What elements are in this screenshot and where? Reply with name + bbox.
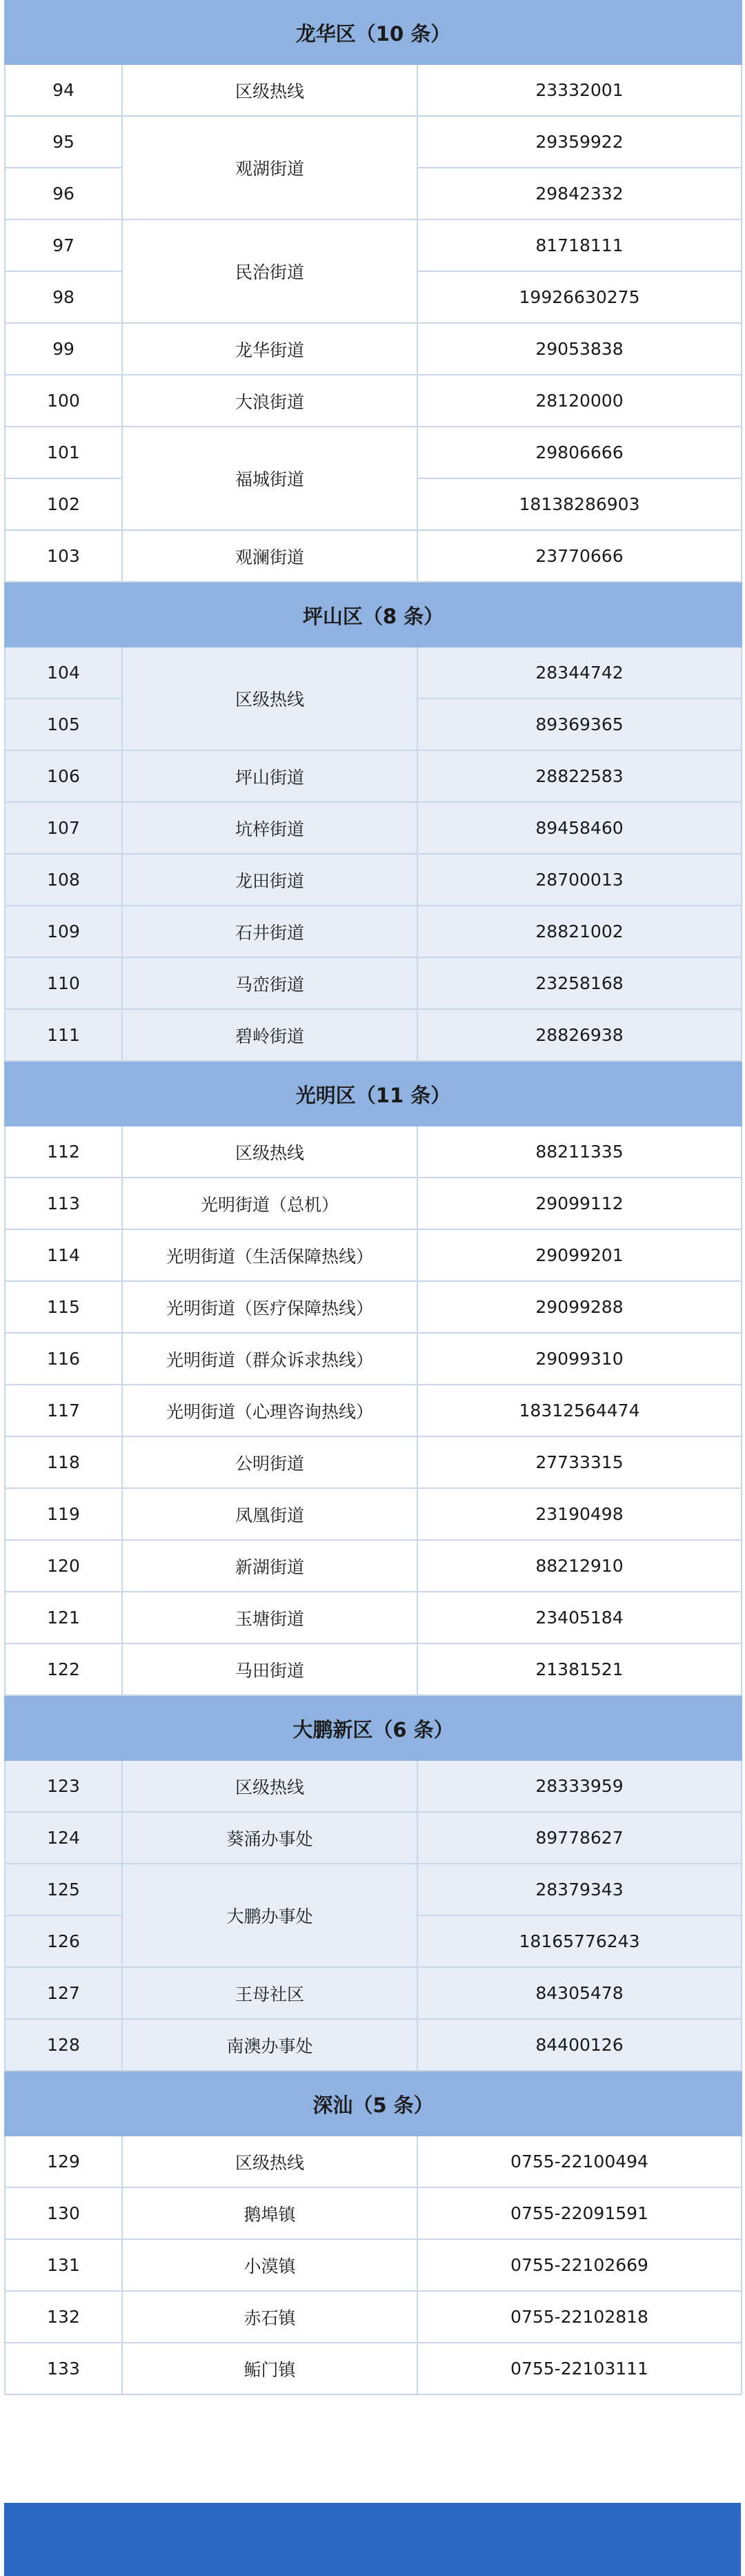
street-name: 龙田街道 (122, 854, 417, 906)
phone-number[interactable]: 29099201 (417, 1229, 742, 1281)
phone-number[interactable]: 29842332 (417, 168, 742, 219)
row-number: 107 (5, 802, 122, 854)
row-number: 112 (5, 1126, 122, 1178)
row-number: 124 (5, 1812, 122, 1864)
phone-number[interactable]: 29806666 (417, 427, 742, 478)
row-number: 127 (5, 1967, 122, 2019)
row-number: 126 (5, 1915, 122, 1967)
row-number: 96 (5, 168, 122, 219)
phone-number[interactable]: 89369365 (417, 699, 742, 750)
row-number: 133 (5, 2343, 122, 2394)
district-table (4, 1062, 742, 1696)
phone-number[interactable]: 0755-22091591 (417, 2187, 742, 2239)
footer-bar (4, 2503, 741, 2576)
phone-number[interactable]: 0755-22102818 (417, 2291, 742, 2343)
table-row (5, 2019, 742, 2071)
row-number: 128 (5, 2019, 122, 2071)
table-row (5, 2343, 742, 2394)
phone-number[interactable]: 28821002 (417, 906, 742, 957)
row-number: 129 (5, 2136, 122, 2187)
section-header-row (5, 1697, 742, 1760)
phone-number[interactable]: 29099112 (417, 1178, 742, 1229)
phone-number[interactable]: 84305478 (417, 1967, 742, 2019)
street-name: 龙华街道 (122, 323, 417, 375)
row-number: 111 (5, 1009, 122, 1061)
table-row (5, 906, 742, 957)
table-row (5, 1812, 742, 1864)
street-name: 观湖街道 (122, 116, 417, 219)
table-row (5, 116, 742, 168)
district-title: 坪山区（8 条） (5, 583, 742, 647)
phone-number[interactable]: 18138286903 (417, 478, 742, 530)
street-name: 区级热线 (122, 2136, 417, 2187)
table-row (5, 1643, 742, 1695)
street-name: 光明街道（医疗保障热线） (122, 1281, 417, 1333)
phone-number[interactable]: 18312564474 (417, 1385, 742, 1436)
row-number: 113 (5, 1178, 122, 1229)
table-row (5, 2136, 742, 2187)
phone-number[interactable]: 27733315 (417, 1436, 742, 1488)
district-table (4, 1696, 742, 2071)
hotline-tables (4, 0, 741, 2395)
phone-number[interactable]: 28379343 (417, 1864, 742, 1915)
phone-number[interactable]: 84400126 (417, 2019, 742, 2071)
phone-number[interactable]: 29099288 (417, 1281, 742, 1333)
street-name: 鹅埠镇 (122, 2187, 417, 2239)
street-name: 小漠镇 (122, 2239, 417, 2291)
phone-number[interactable]: 23258168 (417, 957, 742, 1009)
phone-number[interactable]: 23405184 (417, 1592, 742, 1643)
row-number: 131 (5, 2239, 122, 2291)
phone-number[interactable]: 29099310 (417, 1333, 742, 1385)
street-name: 光明街道（生活保障热线） (122, 1229, 417, 1281)
table-row (5, 957, 742, 1009)
table-row (5, 1229, 742, 1281)
section-header-row (5, 1, 742, 64)
phone-number[interactable]: 23770666 (417, 530, 742, 582)
row-number: 102 (5, 478, 122, 530)
row-number: 120 (5, 1540, 122, 1592)
phone-number[interactable]: 28826938 (417, 1009, 742, 1061)
phone-number[interactable]: 21381521 (417, 1643, 742, 1695)
street-name: 区级热线 (122, 647, 417, 750)
table-row (5, 802, 742, 854)
row-number: 121 (5, 1592, 122, 1643)
phone-number[interactable]: 89458460 (417, 802, 742, 854)
street-name: 石井街道 (122, 906, 417, 957)
street-name: 区级热线 (122, 1126, 417, 1178)
row-number: 114 (5, 1229, 122, 1281)
street-name: 碧岭街道 (122, 1009, 417, 1061)
row-number: 115 (5, 1281, 122, 1333)
table-row (5, 2239, 742, 2291)
street-name: 马田街道 (122, 1643, 417, 1695)
table-row (5, 375, 742, 427)
row-number: 100 (5, 375, 122, 427)
table-row (5, 1760, 742, 1812)
row-number: 97 (5, 219, 122, 271)
phone-number[interactable]: 88212910 (417, 1540, 742, 1592)
street-name: 公明街道 (122, 1436, 417, 1488)
table-row (5, 750, 742, 802)
table-row (5, 2291, 742, 2343)
table-row (5, 64, 742, 116)
phone-number[interactable]: 81718111 (417, 219, 742, 271)
table-row (5, 1178, 742, 1229)
street-name: 王母社区 (122, 1967, 417, 2019)
row-number: 106 (5, 750, 122, 802)
street-name: 新湖街道 (122, 1540, 417, 1592)
street-name: 鲘门镇 (122, 2343, 417, 2394)
street-name: 大浪街道 (122, 375, 417, 427)
row-number: 119 (5, 1488, 122, 1540)
row-number: 98 (5, 271, 122, 323)
phone-number[interactable]: 0755-22100494 (417, 2136, 742, 2187)
phone-number[interactable]: 18165776243 (417, 1915, 742, 1967)
phone-number[interactable]: 0755-22102669 (417, 2239, 742, 2291)
district-table (4, 0, 742, 583)
row-number: 109 (5, 906, 122, 957)
row-number: 101 (5, 427, 122, 478)
row-number: 94 (5, 64, 122, 116)
table-row (5, 1009, 742, 1061)
phone-number[interactable]: 28822583 (417, 750, 742, 802)
table-row (5, 323, 742, 375)
street-name: 坪山街道 (122, 750, 417, 802)
table-row (5, 1592, 742, 1643)
row-number: 108 (5, 854, 122, 906)
phone-number[interactable]: 28120000 (417, 375, 742, 427)
phone-number[interactable]: 89778627 (417, 1812, 742, 1864)
table-row (5, 1436, 742, 1488)
row-number: 104 (5, 647, 122, 699)
street-name: 大鹏办事处 (122, 1864, 417, 1967)
table-row (5, 1864, 742, 1915)
street-name: 区级热线 (122, 64, 417, 116)
street-name: 凤凰街道 (122, 1488, 417, 1540)
section-header-row (5, 2072, 742, 2136)
table-row (5, 219, 742, 271)
row-number: 118 (5, 1436, 122, 1488)
table-row (5, 1488, 742, 1540)
street-name: 坑梓街道 (122, 802, 417, 854)
table-row (5, 854, 742, 906)
table-row (5, 427, 742, 478)
district-title: 龙华区（10 条） (5, 1, 742, 64)
phone-number[interactable]: 88211335 (417, 1126, 742, 1178)
row-number: 110 (5, 957, 122, 1009)
street-name: 马峦街道 (122, 957, 417, 1009)
street-name: 光明街道（心理咨询热线） (122, 1385, 417, 1436)
row-number: 123 (5, 1760, 122, 1812)
phone-number[interactable]: 29053838 (417, 323, 742, 375)
phone-number[interactable]: 0755-22103111 (417, 2343, 742, 2394)
phone-number[interactable]: 28344742 (417, 647, 742, 699)
street-name: 玉塘街道 (122, 1592, 417, 1643)
table-row (5, 1333, 742, 1385)
row-number: 116 (5, 1333, 122, 1385)
table-row (5, 1967, 742, 2019)
district-title: 大鹏新区（6 条） (5, 1697, 742, 1760)
phone-number[interactable]: 19926630275 (417, 271, 742, 323)
table-row (5, 530, 742, 582)
district-title: 深汕（5 条） (5, 2072, 742, 2136)
table-row (5, 647, 742, 699)
table-row (5, 1385, 742, 1436)
row-number: 99 (5, 323, 122, 375)
row-number: 130 (5, 2187, 122, 2239)
phone-number[interactable]: 23332001 (417, 64, 742, 116)
district-table (4, 583, 742, 1062)
district-table (4, 2071, 742, 2395)
street-name: 民治街道 (122, 219, 417, 323)
row-number: 105 (5, 699, 122, 750)
row-number: 95 (5, 116, 122, 168)
phone-number[interactable]: 28700013 (417, 854, 742, 906)
street-name: 葵涌办事处 (122, 1812, 417, 1864)
street-name: 福城街道 (122, 427, 417, 530)
phone-number[interactable]: 28333959 (417, 1760, 742, 1812)
street-name: 南澳办事处 (122, 2019, 417, 2071)
street-name: 观澜街道 (122, 530, 417, 582)
section-header-row (5, 583, 742, 647)
street-name: 区级热线 (122, 1760, 417, 1812)
row-number: 122 (5, 1643, 122, 1695)
district-title: 光明区（11 条） (5, 1062, 742, 1126)
row-number: 103 (5, 530, 122, 582)
table-row (5, 1540, 742, 1592)
row-number: 125 (5, 1864, 122, 1915)
row-number: 117 (5, 1385, 122, 1436)
street-name: 光明街道（总机） (122, 1178, 417, 1229)
table-row (5, 1126, 742, 1178)
section-header-row (5, 1062, 742, 1126)
street-name: 赤石镇 (122, 2291, 417, 2343)
phone-number[interactable]: 23190498 (417, 1488, 742, 1540)
table-row (5, 2187, 742, 2239)
row-number: 132 (5, 2291, 122, 2343)
street-name: 光明街道（群众诉求热线） (122, 1333, 417, 1385)
table-row (5, 1281, 742, 1333)
phone-number[interactable]: 29359922 (417, 116, 742, 168)
